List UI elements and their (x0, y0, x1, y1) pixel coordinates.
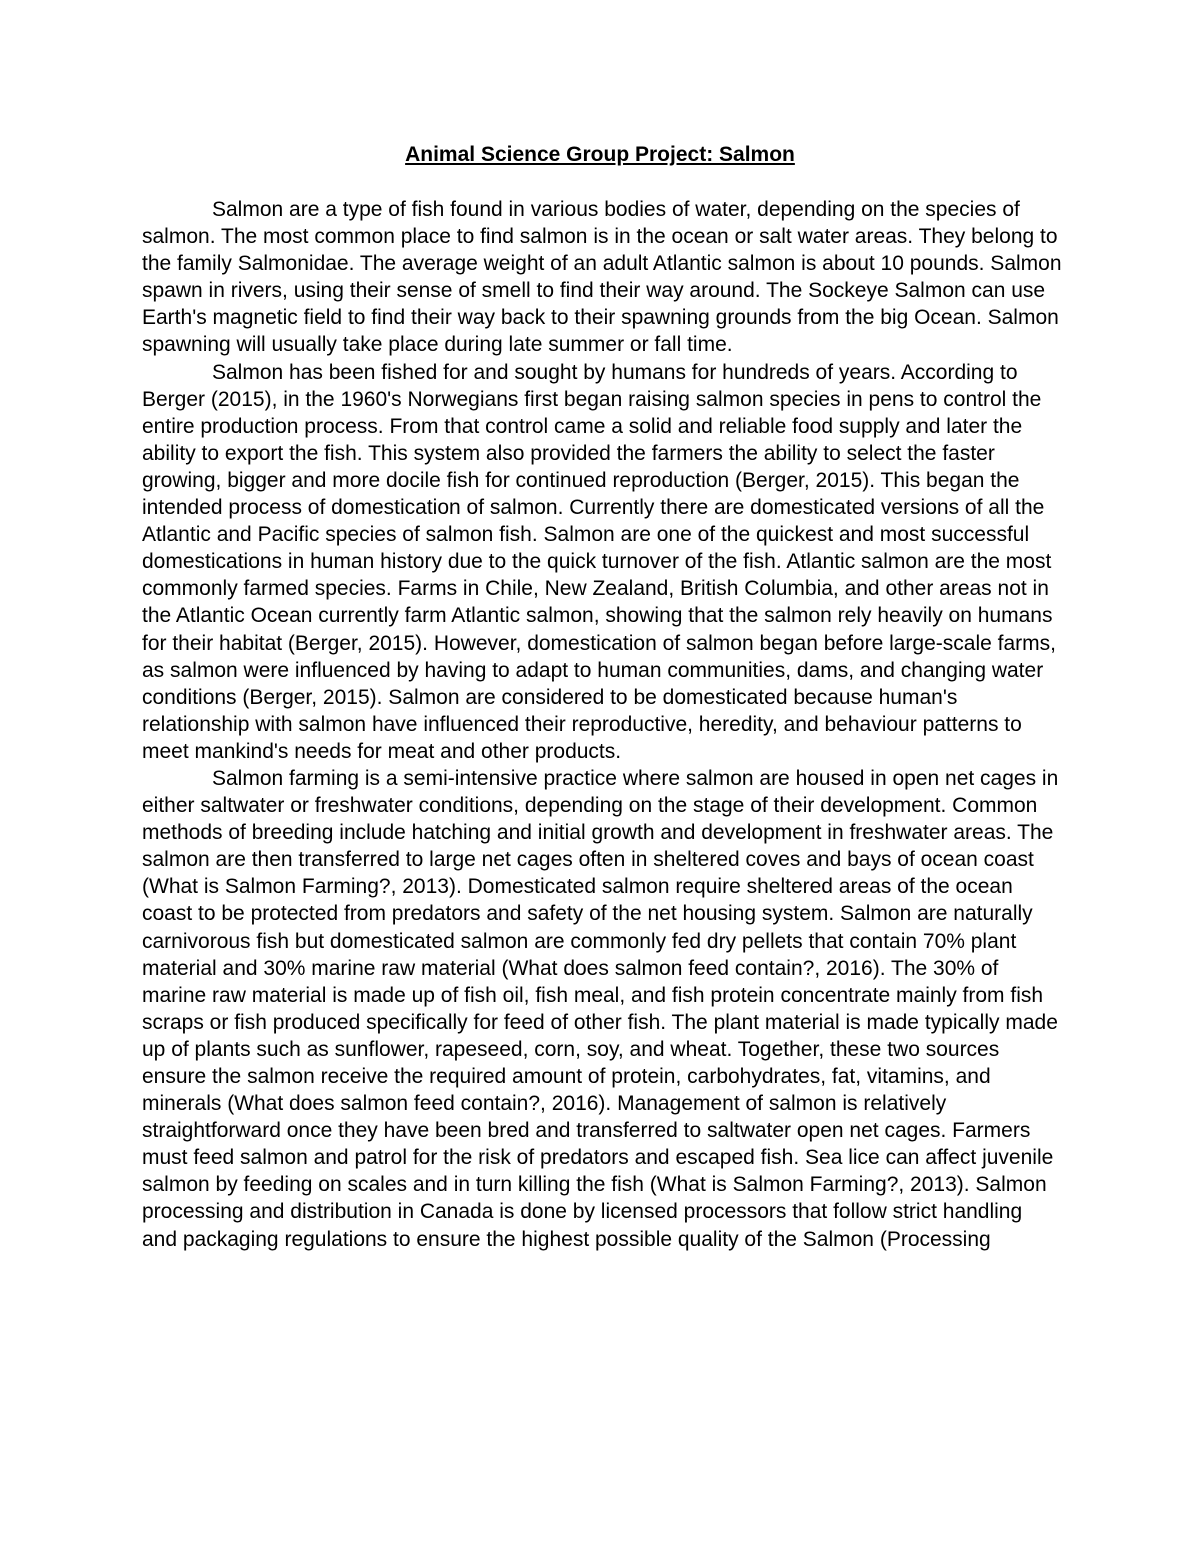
document-title: Animal Science Group Project: Salmon (405, 143, 795, 166)
paragraph-history: Salmon has been fished for and sought by humans for hundreds of years. According to Berger (2015), in the 1960's Norwegians first began raising salmon species in pens to control the entire production process. From that control came a solid and reliable food supply and later the ability to export the fish. This system also provided the farmers the ability to select the faster growing, bigger and more docile fish for continued reproduction (Berger, 2015). This began the intended process of domestication of salmon. Currently there are domesticated versions of all the Atlantic and Pacific species of salmon fish. Salmon are one of the quickest and most successful domestications in human history due to the quick turnover of the fish. Atlantic salmon are the most commonly farmed species. Farms in Chile, New Zealand, British Columbia, and other areas not in the Atlantic Ocean currently farm Atlantic salmon, showing that the salmon rely heavily on humans for their habitat (Berger, 2015). However, domestication of salmon began before large-scale farms, as salmon were influenced by having to adapt to human communities, dams, and changing water conditions (Berger, 2015). Salmon are considered to be domesticated because human's relationship with salmon have influenced their reproductive, heredity, and behaviour patterns to meet mankind's needs for meat and other products. (142, 360, 1056, 763)
paragraph-intro: Salmon are a type of fish found in various bodies of water, depending on the species of salmon. The most common place to find salmon is in the ocean or salt water areas. They belong to the family Salmonidae. The average weight of an adult Atlantic salmon is about 10 pounds. Salmon spawn in rivers, using their sense of smell to find their way around. The Sockeye Salmon can use Earth's magnetic field to find their way back to their spawning grounds from the big Ocean. Salmon spawning will usually take place during late summer or fall time. (142, 198, 1062, 357)
document-body (142, 196, 1062, 1253)
paragraph-farming: Salmon farming is a semi-intensive practice where salmon are housed in open net cages in either saltwater or freshwater conditions, depending on the stage of their development. Common methods of breeding include hatching and initial growth and development in freshwater areas. The salmon are then transferred to large net cages often in sheltered coves and bays of ocean coast (What is Salmon Farming?, 2013). Domesticated salmon require sheltered areas of the ocean coast to be protected from predators and safety of the net housing system. Salmon are naturally carnivorous fish but domesticated salmon are commonly fed dry pellets that contain 70% plant material and 30% marine raw material (What does salmon feed contain?, 2016). The 30% of marine raw material is made up of fish oil, fish meal, and fish protein concentrate mainly from fish scraps or fish produced specifically for feed of other fish. The plant material is made typically made up of plants such as sunflower, rapeseed, corn, soy, and wheat. Together, these two sources ensure the salmon receive the required amount of protein, carbohydrates, fat, vitamins, and minerals (What does salmon feed contain?, 2016). Management of salmon is relatively straightforward once they have been bred and transferred to saltwater open net cages. Farmers must feed salmon and patrol for the risk of predators and escaped fish. Sea lice can affect juvenile salmon by feeding on scales and in turn killing the fish (What is Salmon Farming?, 2013). Salmon processing and distribution in Canada is done by licensed processors that follow strict handling and packaging regulations to ensure the highest possible quality of the Salmon (Processing (142, 766, 1059, 1251)
